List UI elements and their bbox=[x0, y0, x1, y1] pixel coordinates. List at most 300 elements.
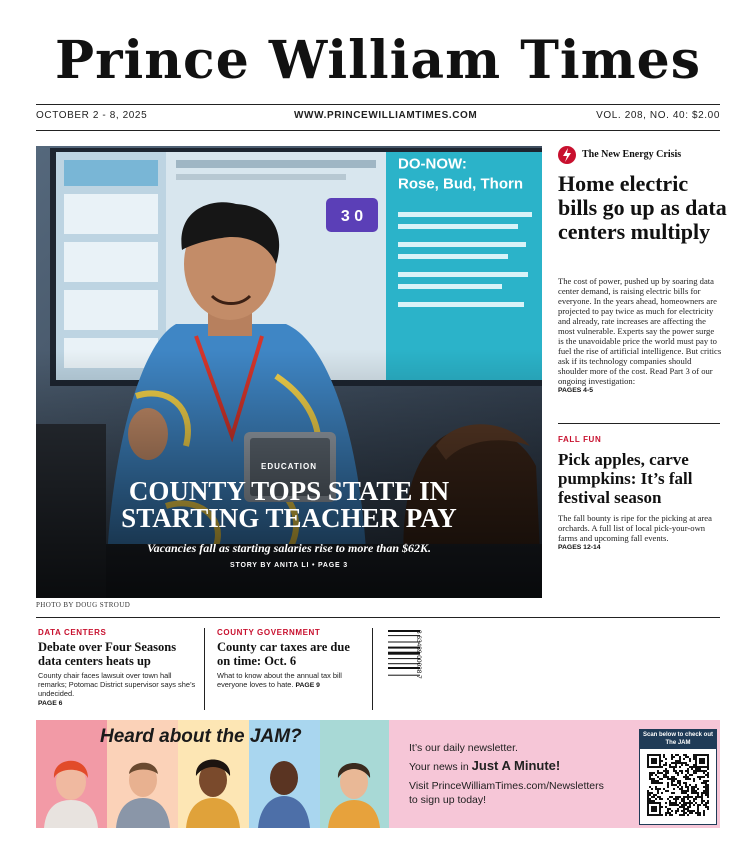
qr-module bbox=[665, 802, 667, 804]
qr-module bbox=[653, 796, 655, 798]
qr-module bbox=[651, 814, 653, 816]
qr-module bbox=[675, 802, 677, 804]
qr-module bbox=[703, 804, 705, 806]
qr-module bbox=[679, 756, 681, 758]
qr-module bbox=[681, 792, 683, 794]
qr-module bbox=[649, 798, 651, 800]
qr-module bbox=[671, 766, 673, 768]
qr-module bbox=[655, 810, 657, 812]
qr-module bbox=[705, 784, 707, 786]
qr-module bbox=[685, 792, 687, 794]
qr-module bbox=[689, 758, 691, 760]
qr-module bbox=[669, 814, 671, 816]
qr-module bbox=[657, 814, 659, 816]
qr-module bbox=[687, 786, 689, 788]
qr-module bbox=[675, 764, 677, 766]
newsletter-promo[interactable] bbox=[389, 720, 720, 828]
qr-module bbox=[659, 810, 661, 812]
qr-module bbox=[665, 772, 667, 774]
qr-module bbox=[707, 792, 709, 794]
qr-module bbox=[675, 798, 677, 800]
qr-module bbox=[647, 814, 649, 816]
hero-headline-line2: STARTING TEACHER PAY bbox=[121, 503, 457, 533]
qr-module bbox=[679, 782, 681, 784]
qr-module bbox=[659, 808, 661, 810]
qr-module bbox=[701, 798, 703, 800]
qr-module bbox=[699, 804, 701, 806]
qr-module bbox=[707, 802, 709, 804]
qr-module bbox=[695, 802, 697, 804]
hero-kicker: EDUCATION bbox=[261, 462, 317, 471]
qr-module bbox=[697, 766, 699, 768]
newsletter-banner[interactable] bbox=[36, 720, 720, 828]
qr-module bbox=[685, 764, 687, 766]
qr-module bbox=[707, 772, 709, 774]
qr-module bbox=[703, 812, 705, 814]
qr-module bbox=[701, 802, 703, 804]
barcode bbox=[388, 630, 432, 702]
qr-module bbox=[693, 790, 695, 792]
qr-module bbox=[661, 798, 663, 800]
qr-module bbox=[689, 778, 691, 780]
qr-module bbox=[653, 814, 655, 816]
qr-module bbox=[687, 788, 689, 790]
qr-module bbox=[653, 762, 655, 764]
qr-module bbox=[685, 804, 687, 806]
qr-module bbox=[705, 774, 707, 776]
qr-module bbox=[705, 806, 707, 808]
qr-module bbox=[695, 766, 697, 768]
qr-code-box[interactable] bbox=[639, 729, 717, 825]
qr-module bbox=[701, 776, 703, 778]
qr-module bbox=[647, 794, 649, 796]
qr-module bbox=[653, 808, 655, 810]
qr-module bbox=[669, 808, 671, 810]
qr-module bbox=[655, 760, 657, 762]
qr-module bbox=[657, 766, 659, 768]
hero-byline: STORY BY ANITA LI • PAGE 3 bbox=[230, 562, 348, 569]
qr-module bbox=[685, 808, 687, 810]
qr-module bbox=[673, 762, 675, 764]
qr-module bbox=[649, 754, 651, 756]
car-taxes-headline[interactable]: County car taxes are due on time: Oct. 6 bbox=[217, 640, 350, 668]
qr-module bbox=[685, 762, 687, 764]
qr-module bbox=[653, 782, 655, 784]
qr-module bbox=[699, 766, 701, 768]
qr-module bbox=[649, 814, 651, 816]
qr-module bbox=[659, 764, 661, 766]
qr-module bbox=[683, 802, 685, 804]
qr-module bbox=[697, 814, 699, 816]
qr-module bbox=[651, 800, 653, 802]
qr-module bbox=[647, 800, 649, 802]
qr-module bbox=[699, 812, 701, 814]
qr-module bbox=[697, 788, 699, 790]
qr-module bbox=[667, 776, 669, 778]
energy-read-more: Read Part 3 of our ongoing investigation: bbox=[558, 366, 713, 386]
qr-module bbox=[695, 798, 697, 800]
qr-module bbox=[695, 770, 697, 772]
qr-module bbox=[649, 800, 651, 802]
qr-module bbox=[707, 768, 709, 770]
qr-module bbox=[659, 782, 661, 784]
qr-module bbox=[693, 786, 695, 788]
qr-module bbox=[681, 798, 683, 800]
qr-module bbox=[703, 762, 705, 764]
qr-module bbox=[707, 788, 709, 790]
qr-module bbox=[687, 806, 689, 808]
qr-module bbox=[703, 790, 705, 792]
qr-module bbox=[673, 798, 675, 800]
qr-module bbox=[695, 786, 697, 788]
qr-module bbox=[659, 762, 661, 764]
qr-module bbox=[671, 762, 673, 764]
qr-module bbox=[707, 790, 709, 792]
qr-module bbox=[705, 782, 707, 784]
qr-module bbox=[657, 780, 659, 782]
qr-module bbox=[665, 790, 667, 792]
qr-module bbox=[655, 766, 657, 768]
masthead-rule-bottom bbox=[36, 130, 720, 131]
qr-module bbox=[707, 786, 709, 788]
qr-module bbox=[659, 778, 661, 780]
qr-module bbox=[697, 806, 699, 808]
qr-module bbox=[655, 758, 657, 760]
qr-module bbox=[693, 772, 695, 774]
qr-module bbox=[689, 796, 691, 798]
qr-module bbox=[659, 760, 661, 762]
qr-module bbox=[647, 790, 649, 792]
qr-module bbox=[655, 798, 657, 800]
qr-module bbox=[701, 754, 703, 756]
qr-module bbox=[707, 784, 709, 786]
qr-module bbox=[651, 780, 653, 782]
qr-module bbox=[693, 764, 695, 766]
qr-module bbox=[659, 806, 661, 808]
qr-module bbox=[657, 802, 659, 804]
qr-module bbox=[659, 772, 661, 774]
qr-module bbox=[671, 814, 673, 816]
qr-module bbox=[677, 798, 679, 800]
qr-module bbox=[695, 762, 697, 764]
qr-module bbox=[685, 796, 687, 798]
qr-module bbox=[683, 782, 685, 784]
qr-module bbox=[655, 786, 657, 788]
qr-module bbox=[693, 754, 695, 756]
qr-module bbox=[707, 760, 709, 762]
qr-module bbox=[693, 788, 695, 790]
qr-module bbox=[683, 758, 685, 760]
qr-module bbox=[655, 782, 657, 784]
website-link[interactable]: WWW.PRINCEWILLIAMTIMES.COM bbox=[294, 110, 478, 121]
data-centers-headline[interactable]: Debate over Four Seasons data centers heats up bbox=[38, 640, 177, 668]
qr-module bbox=[655, 808, 657, 810]
qr-module bbox=[707, 776, 709, 778]
qr-module bbox=[651, 762, 653, 764]
qr-module bbox=[665, 774, 667, 776]
qr-module bbox=[667, 798, 669, 800]
qr-module bbox=[695, 796, 697, 798]
qr-module bbox=[659, 758, 661, 760]
qr-module bbox=[697, 804, 699, 806]
volume-price: VOL. 208, NO. 40: $2.00 bbox=[596, 110, 720, 121]
qr-module bbox=[683, 790, 685, 792]
car-taxes-section: COUNTY GOVERNMENT bbox=[217, 628, 321, 637]
qr-module bbox=[657, 772, 659, 774]
qr-module bbox=[679, 784, 681, 786]
qr-module bbox=[707, 758, 709, 760]
qr-module bbox=[673, 770, 675, 772]
qr-module bbox=[673, 788, 675, 790]
qr-module bbox=[693, 758, 695, 760]
qr-module bbox=[649, 774, 651, 776]
qr-module bbox=[651, 802, 653, 804]
energy-headline[interactable]: Home electric bills go up as data centers multiply bbox=[558, 171, 727, 244]
qr-module bbox=[701, 800, 703, 802]
qr-module bbox=[687, 808, 689, 810]
qr-module bbox=[669, 764, 671, 766]
car-taxes-page[interactable]: PAGE 9 bbox=[295, 682, 320, 689]
qr-module bbox=[693, 780, 695, 782]
qr-module bbox=[671, 776, 673, 778]
qr-module bbox=[669, 804, 671, 806]
banner-title: Heard about the JAM? bbox=[100, 726, 302, 747]
qr-module bbox=[683, 814, 685, 816]
qr-module bbox=[689, 800, 691, 802]
qr-module bbox=[657, 790, 659, 792]
qr-module bbox=[701, 770, 703, 772]
dateline bbox=[36, 110, 720, 126]
promo-signup-link[interactable]: Visit PrinceWilliamTimes.com/Newsletters bbox=[409, 780, 604, 792]
qr-module bbox=[683, 804, 685, 806]
qr-module bbox=[693, 800, 695, 802]
hero-headline[interactable] bbox=[36, 478, 542, 532]
qr-module bbox=[691, 796, 693, 798]
qr-module bbox=[659, 812, 661, 814]
qr-module bbox=[703, 760, 705, 762]
qr-module bbox=[693, 756, 695, 758]
qr-module bbox=[677, 754, 679, 756]
qr-module bbox=[689, 802, 691, 804]
qr-module bbox=[683, 796, 685, 798]
promo-line-1: It’s our daily newsletter. bbox=[409, 742, 518, 754]
qr-module bbox=[655, 780, 657, 782]
qr-module bbox=[691, 788, 693, 790]
qr-module bbox=[653, 760, 655, 762]
qr-module bbox=[647, 766, 649, 768]
qr-module bbox=[689, 812, 691, 814]
qr-code-icon bbox=[647, 754, 709, 816]
qr-module bbox=[675, 772, 677, 774]
qr-module bbox=[687, 776, 689, 778]
qr-module bbox=[659, 814, 661, 816]
qr-module bbox=[665, 812, 667, 814]
qr-module bbox=[647, 764, 649, 766]
qr-module bbox=[677, 780, 679, 782]
qr-module bbox=[665, 762, 667, 764]
qr-module bbox=[679, 780, 681, 782]
qr-module bbox=[699, 776, 701, 778]
qr-module bbox=[657, 754, 659, 756]
qr-module bbox=[679, 814, 681, 816]
qr-module bbox=[669, 778, 671, 780]
qr-module bbox=[687, 810, 689, 812]
data-centers-page[interactable]: PAGE 6 bbox=[38, 700, 63, 707]
qr-module bbox=[653, 772, 655, 774]
qr-module bbox=[689, 806, 691, 808]
qr-module bbox=[667, 770, 669, 772]
qr-module bbox=[691, 768, 693, 770]
qr-module bbox=[659, 798, 661, 800]
qr-module bbox=[695, 790, 697, 792]
qr-module bbox=[665, 770, 667, 772]
qr-module bbox=[677, 804, 679, 806]
qr-module bbox=[685, 784, 687, 786]
qr-module bbox=[647, 762, 649, 764]
qr-module bbox=[697, 796, 699, 798]
series-name: The New Energy Crisis bbox=[582, 149, 682, 160]
qr-module bbox=[699, 778, 701, 780]
qr-module bbox=[677, 810, 679, 812]
qr-module bbox=[695, 812, 697, 814]
qr-module bbox=[703, 810, 705, 812]
qr-module bbox=[691, 790, 693, 792]
data-centers-story[interactable] bbox=[38, 628, 200, 707]
qr-module bbox=[653, 780, 655, 782]
fall-pages[interactable]: PAGES 12-14 bbox=[558, 544, 601, 551]
qr-module bbox=[653, 810, 655, 812]
qr-module bbox=[647, 758, 649, 760]
qr-module bbox=[705, 788, 707, 790]
qr-module bbox=[675, 770, 677, 772]
qr-module bbox=[707, 794, 709, 796]
bottom-divider-2 bbox=[372, 628, 373, 710]
bottom-divider-1 bbox=[204, 628, 205, 710]
energy-pages[interactable]: PAGES 4-5 bbox=[558, 387, 594, 394]
qr-module bbox=[707, 756, 709, 758]
qr-module bbox=[703, 780, 705, 782]
qr-module bbox=[703, 772, 705, 774]
qr-module bbox=[675, 762, 677, 764]
qr-module bbox=[647, 760, 649, 762]
lightning-bolt-icon bbox=[558, 146, 576, 164]
qr-module bbox=[701, 766, 703, 768]
qr-module bbox=[651, 806, 653, 808]
qr-module bbox=[685, 774, 687, 776]
hero-photo[interactable] bbox=[36, 146, 542, 598]
promo-line-2-bold: Just A Minute! bbox=[471, 758, 561, 773]
qr-module bbox=[673, 776, 675, 778]
qr-module bbox=[657, 792, 659, 794]
qr-module bbox=[659, 754, 661, 756]
qr-module bbox=[649, 802, 651, 804]
qr-module bbox=[671, 778, 673, 780]
sidebar-divider bbox=[558, 423, 720, 424]
qr-caption: Scan below to check out The JAM bbox=[640, 730, 716, 749]
qr-module bbox=[705, 780, 707, 782]
qr-module bbox=[673, 766, 675, 768]
qr-module bbox=[669, 796, 671, 798]
qr-module bbox=[661, 772, 663, 774]
qr-module bbox=[693, 804, 695, 806]
qr-module bbox=[707, 762, 709, 764]
qr-module bbox=[647, 802, 649, 804]
promo-line-4: to sign up today! bbox=[409, 794, 487, 806]
qr-module bbox=[681, 788, 683, 790]
qr-module bbox=[697, 810, 699, 812]
qr-module bbox=[649, 786, 651, 788]
masthead-rule-top bbox=[36, 104, 720, 105]
qr-module bbox=[685, 754, 687, 756]
qr-module bbox=[697, 770, 699, 772]
energy-body bbox=[558, 276, 722, 396]
qr-module bbox=[681, 800, 683, 802]
qr-module bbox=[651, 760, 653, 762]
qr-module bbox=[653, 758, 655, 760]
qr-module bbox=[701, 792, 703, 794]
qr-module bbox=[651, 808, 653, 810]
qr-module bbox=[695, 760, 697, 762]
qr-module bbox=[701, 758, 703, 760]
qr-module bbox=[651, 754, 653, 756]
qr-module bbox=[651, 774, 653, 776]
qr-module bbox=[677, 786, 679, 788]
qr-module bbox=[695, 756, 697, 758]
bottom-row-rule bbox=[36, 617, 720, 618]
qr-module bbox=[675, 810, 677, 812]
qr-module bbox=[657, 796, 659, 798]
qr-module bbox=[705, 790, 707, 792]
hero-subtitle: Vacancies fall as starting salaries rise to more than $62K. bbox=[146, 541, 432, 555]
qr-module bbox=[691, 802, 693, 804]
qr-module bbox=[671, 756, 673, 758]
qr-module bbox=[663, 788, 665, 790]
qr-module bbox=[675, 800, 677, 802]
qr-module bbox=[683, 810, 685, 812]
qr-module bbox=[685, 790, 687, 792]
qr-module bbox=[689, 810, 691, 812]
car-taxes-story[interactable] bbox=[217, 628, 363, 690]
qr-module bbox=[651, 782, 653, 784]
qr-module bbox=[701, 762, 703, 764]
fall-headline[interactable]: Pick apples, carve pumpkins: It’s fall festival season bbox=[558, 450, 693, 507]
qr-module bbox=[653, 806, 655, 808]
qr-module bbox=[655, 774, 657, 776]
qr-module bbox=[707, 796, 709, 798]
qr-module bbox=[675, 766, 677, 768]
qr-module bbox=[677, 772, 679, 774]
qr-module bbox=[697, 792, 699, 794]
qr-module bbox=[677, 796, 679, 798]
qr-module bbox=[701, 760, 703, 762]
qr-module bbox=[685, 812, 687, 814]
qr-module bbox=[655, 802, 657, 804]
qr-module bbox=[701, 794, 703, 796]
qr-module bbox=[683, 792, 685, 794]
qr-module bbox=[681, 790, 683, 792]
qr-module bbox=[683, 806, 685, 808]
qr-module bbox=[653, 754, 655, 756]
qr-module bbox=[707, 764, 709, 766]
qr-module bbox=[667, 808, 669, 810]
qr-module bbox=[655, 762, 657, 764]
data-centers-section: DATA CENTERS bbox=[38, 628, 107, 637]
qr-module bbox=[647, 756, 649, 758]
qr-module bbox=[671, 754, 673, 756]
qr-module bbox=[651, 772, 653, 774]
qr-module bbox=[707, 774, 709, 776]
qr-module bbox=[667, 782, 669, 784]
